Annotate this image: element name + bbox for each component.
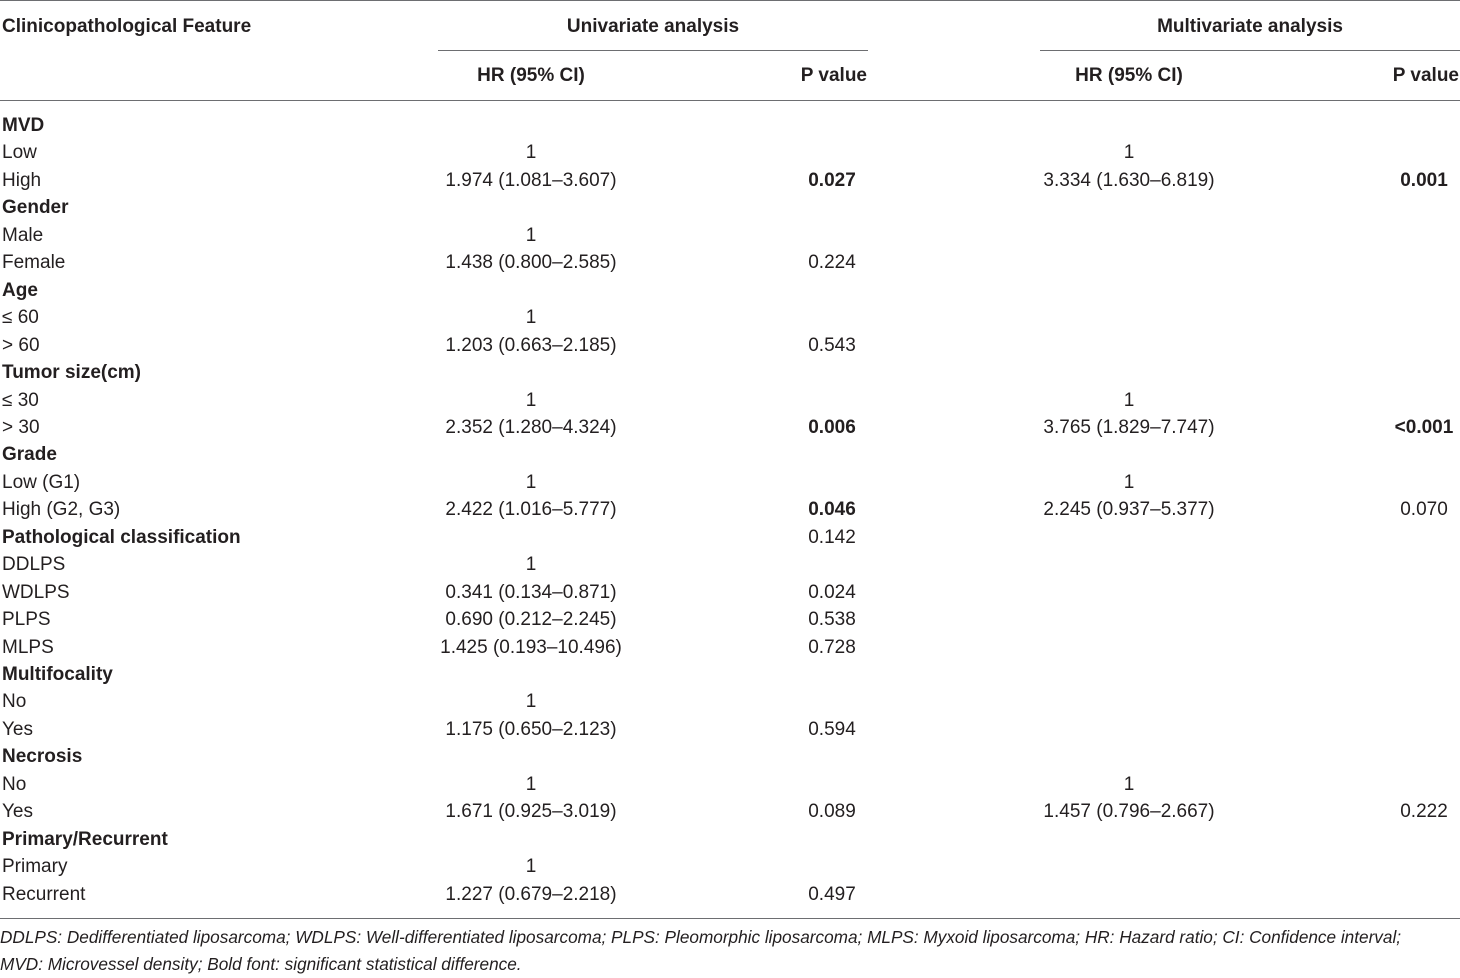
multivariate-p-cell: 0.222 [1400, 801, 1448, 823]
multivariate-hr-cell: 1.457 (0.796–2.667) [1043, 801, 1215, 823]
feature-cell: Grade [2, 444, 57, 466]
univariate-p-cell: 0.224 [808, 252, 856, 274]
feature-cell: Gender [2, 197, 69, 219]
univariate-p-cell: 0.497 [808, 883, 856, 905]
multivariate-hr-cell: 3.765 (1.829–7.747) [1043, 416, 1215, 438]
multivariate-hr-cell: 1 [1123, 773, 1135, 795]
feature-cell: Primary [2, 856, 68, 878]
table-row [0, 332, 1460, 359]
group-header-row [0, 661, 1460, 688]
table-row [0, 249, 1460, 276]
univariate-p-cell: 0.089 [808, 801, 856, 823]
feature-cell: DDLPS [2, 554, 66, 576]
table-row [0, 606, 1460, 633]
table-row [0, 716, 1460, 743]
univariate-hr-cell: 2.352 (1.280–4.324) [445, 416, 617, 438]
table-row [0, 222, 1460, 249]
table-row [0, 304, 1460, 331]
univariate-hr-cell: 1 [525, 554, 537, 576]
table-footnote [0, 924, 1460, 978]
header-feature: Clinicopathological Feature [2, 16, 252, 37]
univariate-hr-cell: 1.671 (0.925–3.019) [445, 801, 617, 823]
feature-cell: PLPS [2, 609, 51, 631]
univariate-p-cell: 0.024 [808, 581, 856, 603]
group-header-row [0, 826, 1460, 853]
multivariate-p-cell: <0.001 [1394, 416, 1454, 438]
univariate-hr-cell: 1 [525, 142, 537, 164]
feature-cell: > 60 [2, 334, 40, 356]
feature-cell: High (G2, G3) [2, 499, 121, 521]
univariate-p-cell: 0.006 [808, 416, 856, 438]
univariate-hr-cell: 1 [525, 307, 537, 329]
table-row [0, 551, 1460, 578]
feature-cell: Multifocality [2, 664, 113, 685]
multivariate-hr-cell: 1 [1123, 142, 1135, 164]
header-multi-p: P value [1392, 65, 1459, 86]
feature-cell: Male [2, 224, 44, 246]
feature-cell: WDLPS [2, 581, 70, 603]
univariate-hr-cell: 1 [525, 856, 537, 878]
feature-cell: ≤ 30 [2, 389, 39, 411]
feature-cell: Pathological classification [2, 526, 241, 548]
feature-cell: No [2, 691, 27, 713]
univariate-hr-cell: 1.438 (0.800–2.585) [445, 252, 617, 274]
feature-cell: Recurrent [2, 883, 86, 905]
table-row [0, 771, 1460, 798]
multivariate-p-cell: 0.070 [1400, 499, 1448, 521]
group-header-row [0, 112, 1460, 139]
multivariate-hr-cell: 3.334 (1.630–6.819) [1043, 169, 1215, 191]
multivariate-hr-cell: 1 [1123, 471, 1135, 493]
feature-cell: Yes [2, 718, 33, 740]
table-row [0, 387, 1460, 414]
table-row [0, 496, 1460, 523]
feature-cell: Female [2, 252, 66, 274]
header-univariate: Univariate analysis [566, 16, 740, 37]
group-header-row [0, 441, 1460, 468]
univariate-hr-cell: 1 [525, 691, 537, 713]
table-row [0, 139, 1460, 166]
multivariate-span-rule [1040, 50, 1460, 51]
table-row [0, 634, 1460, 661]
univariate-hr-cell: 1 [525, 389, 537, 411]
table-row [0, 469, 1460, 496]
multivariate-p-cell: 0.001 [1400, 169, 1448, 191]
bottom-rule [0, 918, 1460, 919]
univariate-hr-cell: 1 [525, 224, 537, 246]
header-bottom-rule [0, 100, 1460, 101]
feature-cell: MVD [2, 115, 45, 136]
univariate-p-cell: 0.142 [808, 526, 856, 548]
univariate-p-cell: 0.594 [808, 718, 856, 740]
univariate-p-cell: 0.046 [808, 499, 856, 521]
univariate-p-cell: 0.728 [808, 636, 856, 658]
univariate-hr-cell: 1 [525, 773, 537, 795]
univariate-hr-cell: 1.227 (0.679–2.218) [445, 883, 617, 905]
univariate-hr-cell: 1.974 (1.081–3.607) [445, 169, 617, 191]
univariate-span-rule [438, 50, 868, 51]
feature-cell: Tumor size(cm) [2, 362, 142, 384]
group-header-row [0, 524, 1460, 551]
table-row [0, 414, 1460, 441]
feature-cell: > 30 [2, 416, 40, 438]
header-multi-hr: HR (95% CI) [1075, 65, 1183, 86]
feature-cell: Primary/Recurrent [2, 828, 168, 850]
table-row [0, 579, 1460, 606]
table-row [0, 688, 1460, 715]
feature-cell: No [2, 773, 27, 795]
group-header-row [0, 194, 1460, 221]
multivariate-hr-cell: 2.245 (0.937–5.377) [1043, 499, 1215, 521]
feature-cell: ≤ 60 [2, 307, 39, 329]
group-header-row [0, 359, 1460, 386]
header-multivariate: Multivariate analysis [1157, 16, 1343, 37]
feature-cell: Necrosis [2, 746, 83, 768]
feature-cell: Low (G1) [2, 471, 81, 493]
footnote-line-2: MVD: Microvessel density; Bold font: significant statistical difference. [0, 954, 522, 974]
feature-cell: Age [2, 279, 38, 301]
table-row [0, 853, 1460, 880]
table-row [0, 798, 1460, 825]
univariate-hr-cell: 2.422 (1.016–5.777) [445, 499, 617, 521]
feature-cell: MLPS [2, 636, 54, 658]
univariate-p-cell: 0.538 [808, 609, 856, 631]
feature-cell: Yes [2, 801, 33, 823]
univariate-hr-cell: 0.341 (0.134–0.871) [445, 581, 617, 603]
univariate-hr-cell: 1.203 (0.663–2.185) [445, 334, 617, 356]
group-header-row [0, 743, 1460, 770]
header-uni-hr: HR (95% CI) [477, 65, 585, 86]
group-header-row [0, 277, 1460, 304]
univariate-hr-cell: 0.690 (0.212–2.245) [445, 609, 617, 631]
table-row [0, 167, 1460, 194]
univariate-p-cell: 0.543 [808, 334, 856, 356]
univariate-p-cell: 0.027 [808, 169, 856, 191]
feature-cell: Low [2, 142, 37, 164]
univariate-hr-cell: 1.425 (0.193–10.496) [440, 636, 622, 658]
footnote-line-1: DDLPS: Dedifferentiated liposarcoma; WDLPS: Well-differentiated liposarcoma; PLPS: Pleomorphic liposarcoma; MLPS: Myxoid liposarcoma; HR: Hazard ratio; CI: Confidence interval; [0, 927, 1402, 947]
univariate-hr-cell: 1.175 (0.650–2.123) [445, 718, 617, 740]
header-uni-p: P value [800, 65, 867, 86]
univariate-hr-cell: 1 [525, 471, 537, 493]
multivariate-hr-cell: 1 [1123, 389, 1135, 411]
table-row [0, 881, 1460, 908]
top-rule [0, 0, 1460, 1]
feature-cell: High [2, 169, 42, 191]
